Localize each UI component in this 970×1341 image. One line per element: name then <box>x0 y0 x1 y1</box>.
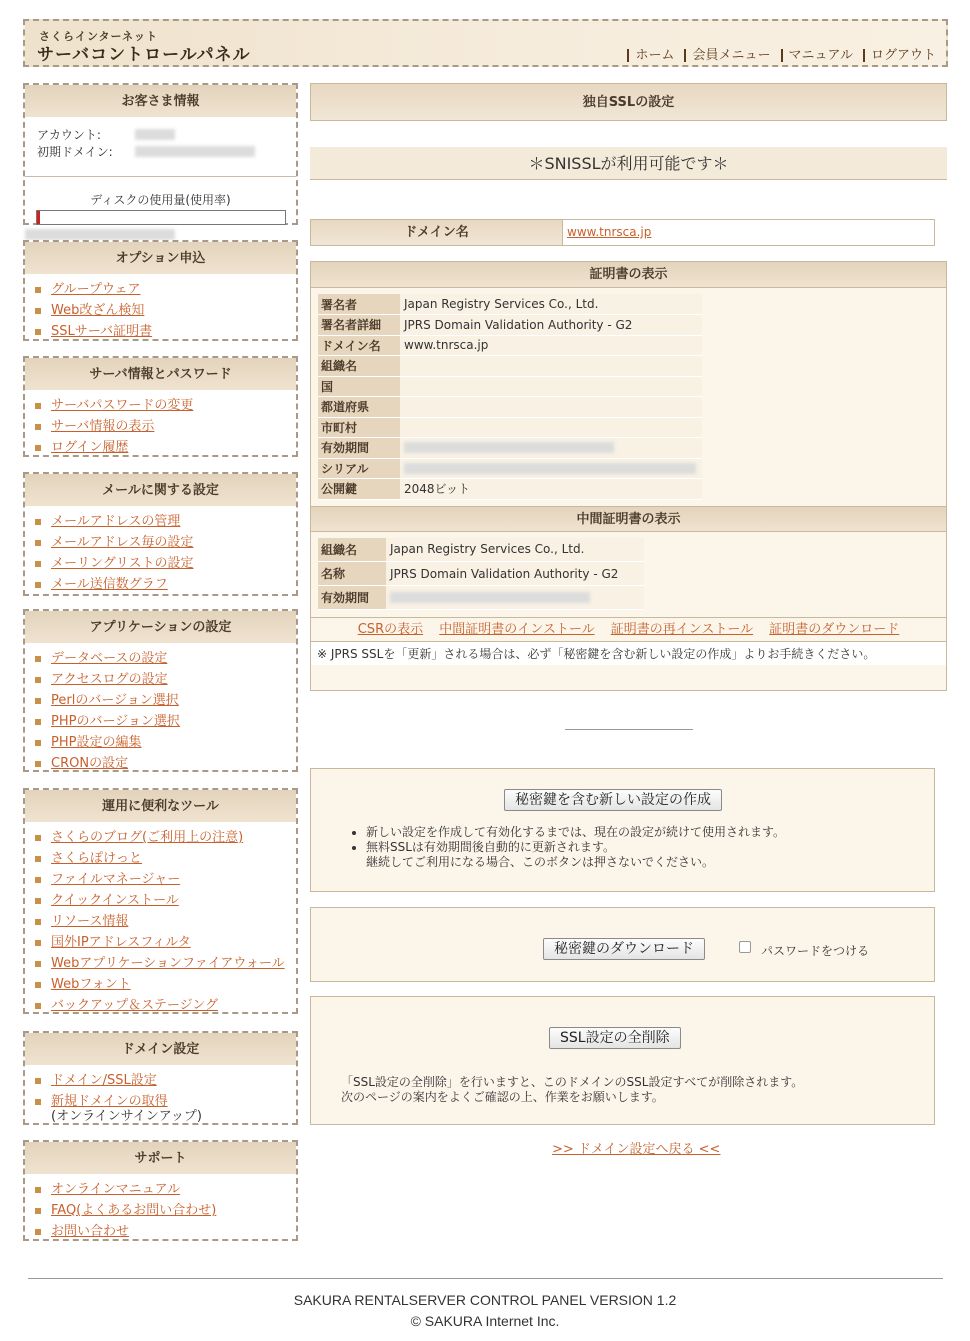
list-item <box>35 300 296 321</box>
link-web-tamper-detection[interactable]: Web改ざん検知 <box>51 303 145 318</box>
initial-domain-label: 初期ドメイン: <box>37 145 113 159</box>
table-row <box>318 479 702 500</box>
validity-redacted <box>404 442 614 453</box>
link-show-csr[interactable]: CSRの表示 <box>357 622 424 637</box>
intermediate-cert-table <box>318 538 644 611</box>
delete-warning-line: 次のページの案内をよくご確認の上、作業をお願いします。 <box>341 1090 664 1104</box>
top-nav <box>617 49 936 62</box>
list-item <box>35 511 296 532</box>
link-php-settings-edit[interactable]: PHP設定の編集 <box>51 735 142 750</box>
list-item <box>35 995 296 1016</box>
list-item <box>35 1200 296 1221</box>
cert-key: シリアル <box>318 458 400 479</box>
list-item: • 新しい設定を作成して有効化するまでは、現在の設定が続けて使用されます。 <box>366 825 785 840</box>
link-ssl-certificate[interactable]: SSLサーバ証明書 <box>51 324 153 339</box>
link-per-address-settings[interactable]: メールアドレス毎の設定 <box>51 535 194 550</box>
link-access-log-settings[interactable]: アクセスログの設定 <box>51 672 168 687</box>
cert-value <box>400 356 702 377</box>
nav-logout[interactable]: ログアウト <box>863 49 936 62</box>
password-checkbox[interactable] <box>739 941 751 953</box>
cert-value: JPRS Domain Validation Authority - G2 <box>400 315 702 336</box>
table-row <box>318 586 644 610</box>
cert-key: 署名者詳細 <box>318 315 400 336</box>
app-settings-title: アプリケーションの設定 <box>25 611 296 644</box>
domain-settings-title: ドメイン設定 <box>25 1033 296 1066</box>
link-cron-settings[interactable]: CRONの設定 <box>51 756 129 771</box>
footer-version: SAKURA RENTALSERVER CONTROL PANEL VERSION 1.2 <box>293 1292 677 1308</box>
server-info-box <box>23 356 298 457</box>
cert-value: Japan Registry Services Co., Ltd. <box>400 294 702 315</box>
footer-copyright: © SAKURA Internet Inc. <box>410 1313 560 1329</box>
link-faq[interactable]: FAQ(よくあるお問い合わせ) <box>51 1203 217 1218</box>
table-row <box>318 417 702 438</box>
link-sakura-pocket[interactable]: さくらぽけっと <box>51 851 143 866</box>
list-item <box>35 869 296 890</box>
list-item <box>35 437 296 458</box>
mail-settings-title: メールに関する設定 <box>25 474 296 507</box>
link-web-font[interactable]: Webフォント <box>51 977 131 992</box>
serial-redacted <box>404 463 696 474</box>
cert-key: 名称 <box>318 562 386 586</box>
link-waf[interactable]: Webアプリケーションファイアウォール <box>51 956 285 971</box>
table-row <box>318 438 702 459</box>
logo-control-panel: サーバコントロールパネル <box>37 45 251 65</box>
jprs-renew-note: ※ JPRS SSLを「更新」される場合は、必ず「秘密鍵を含む新しい設定の作成」よりお手続きください。 <box>311 641 946 665</box>
link-download-cert[interactable]: 証明書のダウンロード <box>769 622 900 637</box>
table-row <box>318 397 702 418</box>
cert-key: ドメイン名 <box>318 335 400 356</box>
link-foreign-ip-filter[interactable]: 国外IPアドレスフィルタ <box>51 935 191 950</box>
list-item <box>35 1221 296 1242</box>
disk-usage-bar <box>36 210 286 225</box>
cert-key: 有効期間 <box>318 438 400 459</box>
auto-renew-note: 無料SSLは有効期間後自動的に更新されます。 <box>366 840 615 854</box>
list-item <box>35 279 296 300</box>
link-mail-send-graph[interactable]: メール送信数グラフ <box>51 577 168 592</box>
disk-usage-label: ディスクの使用量(使用率) <box>90 193 231 207</box>
list-item <box>35 553 296 574</box>
cert-value: 2048ビット <box>400 479 702 500</box>
link-login-history[interactable]: ログイン履歴 <box>51 440 129 455</box>
link-mailing-list[interactable]: メーリングリストの設定 <box>51 556 194 571</box>
cert-key: 組織名 <box>318 538 386 562</box>
intermediate-cert-title: 中間証明書の表示 <box>311 506 946 532</box>
tools-title: 運用に便利なツール <box>25 790 296 823</box>
download-private-key-button[interactable]: 秘密鍵のダウンロード <box>543 938 705 960</box>
link-contact[interactable]: お問い合わせ <box>51 1224 130 1239</box>
link-server-info[interactable]: サーバ情報の表示 <box>51 419 155 434</box>
server-info-title: サーバ情報とパスワード <box>25 358 296 391</box>
list-item <box>35 974 296 995</box>
tools-box <box>23 788 298 1014</box>
list-item <box>35 690 296 711</box>
nav-home[interactable]: ホーム <box>627 49 674 62</box>
link-backup-staging[interactable]: バックアップ＆ステージング <box>51 998 218 1013</box>
list-item <box>35 911 296 932</box>
download-key-panel <box>310 907 935 982</box>
domain-name-link[interactable]: www.tnrsca.jp <box>567 225 652 239</box>
table-row <box>318 562 644 586</box>
certificate-table <box>318 294 702 500</box>
link-groupware[interactable]: グループウェア <box>51 282 141 297</box>
list-item <box>35 732 296 753</box>
list-item <box>35 932 296 953</box>
list-item <box>35 574 296 595</box>
cert-value <box>400 397 702 418</box>
cert-key: 都道府県 <box>318 397 400 418</box>
options-box <box>23 240 298 341</box>
cert-value: www.tnrsca.jp <box>400 335 702 356</box>
support-box <box>23 1140 298 1241</box>
list-item <box>35 532 296 553</box>
certificate-title: 証明書の表示 <box>311 262 946 288</box>
link-perl-version[interactable]: Perlのバージョン選択 <box>51 693 179 708</box>
customer-info-box <box>23 83 298 225</box>
table-row <box>318 335 702 356</box>
online-signup-note: (オンラインサインアップ) <box>51 1109 202 1124</box>
password-checkbox-label[interactable]: パスワードをつける <box>761 944 870 958</box>
table-row <box>318 538 644 562</box>
back-to-domain-settings-link[interactable]: >> ドメイン設定へ戻る << <box>552 1142 721 1157</box>
list-item <box>35 753 296 774</box>
certificate-panel <box>310 261 947 691</box>
table-row <box>318 356 702 377</box>
cert-key: 署名者 <box>318 294 400 315</box>
disk-usage-value-redacted <box>25 229 175 240</box>
sni-ssl-notice: ＊SNISSLが利用可能です＊ <box>310 147 947 180</box>
create-settings-panel <box>310 768 935 892</box>
certificate-actions <box>311 617 946 641</box>
options-title: オプション申込 <box>25 242 296 275</box>
link-resource-info[interactable]: リソース情報 <box>51 914 129 929</box>
disk-usage-fill <box>37 211 40 224</box>
cert-key: 国 <box>318 376 400 397</box>
table-row <box>318 294 702 315</box>
nav-member-menu[interactable]: 会員メニュー <box>684 49 770 62</box>
delete-warning-line: 「SSL設定の全削除」を行いますと、このドメインのSSL設定すべてが削除されます。 <box>341 1075 804 1089</box>
customer-info-title: お客さま情報 <box>25 85 296 118</box>
list-item <box>366 840 785 870</box>
list-item <box>35 1091 296 1124</box>
link-sakura-blog[interactable]: さくらのブログ(ご利用上の注意) <box>51 830 244 845</box>
link-mail-address-management[interactable]: メールアドレスの管理 <box>51 514 181 529</box>
list-item <box>35 648 296 669</box>
list-item <box>35 321 296 342</box>
list-item <box>35 848 296 869</box>
list-item <box>35 669 296 690</box>
list-item <box>35 1179 296 1200</box>
mail-settings-box <box>23 472 298 596</box>
nav-manual[interactable]: マニュアル <box>781 49 853 62</box>
link-php-version[interactable]: PHPのバージョン選択 <box>51 714 180 729</box>
footer-divider <box>28 1278 943 1279</box>
link-domain-ssl-settings[interactable]: ドメイン/SSL設定 <box>51 1073 157 1088</box>
link-online-manual[interactable]: オンラインマニュアル <box>51 1182 181 1197</box>
link-install-intermediate[interactable]: 中間証明書のインストール <box>439 622 595 637</box>
link-change-server-password[interactable]: サーバパスワードの変更 <box>51 398 194 413</box>
link-database-settings[interactable]: データベースの設定 <box>51 651 168 666</box>
cert-key: 組織名 <box>318 356 400 377</box>
divider <box>565 729 693 730</box>
logo-small-text: さくらインターネット <box>39 30 159 43</box>
support-title: サポート <box>25 1142 296 1175</box>
list-item <box>35 890 296 911</box>
delete-ssl-panel <box>310 996 935 1125</box>
cert-key: 市町村 <box>318 417 400 438</box>
page-title: 独自SSLの設定 <box>310 83 947 121</box>
cert-key: 公開鍵 <box>318 479 400 500</box>
table-row <box>318 315 702 336</box>
inter-validity-redacted <box>390 592 590 603</box>
divider <box>25 176 296 177</box>
initial-domain-redacted <box>135 146 255 157</box>
domain-name-label: ドメイン名 <box>311 220 563 245</box>
link-new-domain[interactable]: 新規ドメインの取得 <box>51 1094 168 1109</box>
domain-settings-box <box>23 1031 298 1125</box>
do-not-press-note: 継続してご利用になる場合、このボタンは押さないでください。 <box>366 855 715 869</box>
domain-name-row <box>310 219 935 246</box>
account-label: アカウント: <box>37 128 101 142</box>
table-row <box>318 458 702 479</box>
list-item <box>35 711 296 732</box>
link-file-manager[interactable]: ファイルマネージャー <box>51 872 181 887</box>
delete-warning <box>341 1075 803 1105</box>
account-value-redacted <box>135 129 175 140</box>
create-new-settings-button[interactable]: 秘密鍵を含む新しい設定の作成 <box>504 789 722 811</box>
table-row <box>318 376 702 397</box>
create-notes <box>348 825 785 870</box>
list-item <box>35 953 296 974</box>
header <box>23 19 948 67</box>
list-item <box>35 416 296 437</box>
app-settings-box <box>23 609 298 772</box>
cert-value <box>400 376 702 397</box>
cert-value: Japan Registry Services Co., Ltd. <box>386 538 644 562</box>
cert-value: JPRS Domain Validation Authority - G2 <box>386 562 644 586</box>
link-quick-install[interactable]: クイックインストール <box>51 893 179 908</box>
cert-value <box>400 417 702 438</box>
list-item <box>35 395 296 416</box>
delete-all-ssl-button[interactable]: SSL設定の全削除 <box>549 1027 681 1049</box>
cert-key: 有効期間 <box>318 586 386 610</box>
list-item <box>35 1070 296 1091</box>
link-reinstall-cert[interactable]: 証明書の再インストール <box>610 622 754 637</box>
list-item <box>35 827 296 848</box>
